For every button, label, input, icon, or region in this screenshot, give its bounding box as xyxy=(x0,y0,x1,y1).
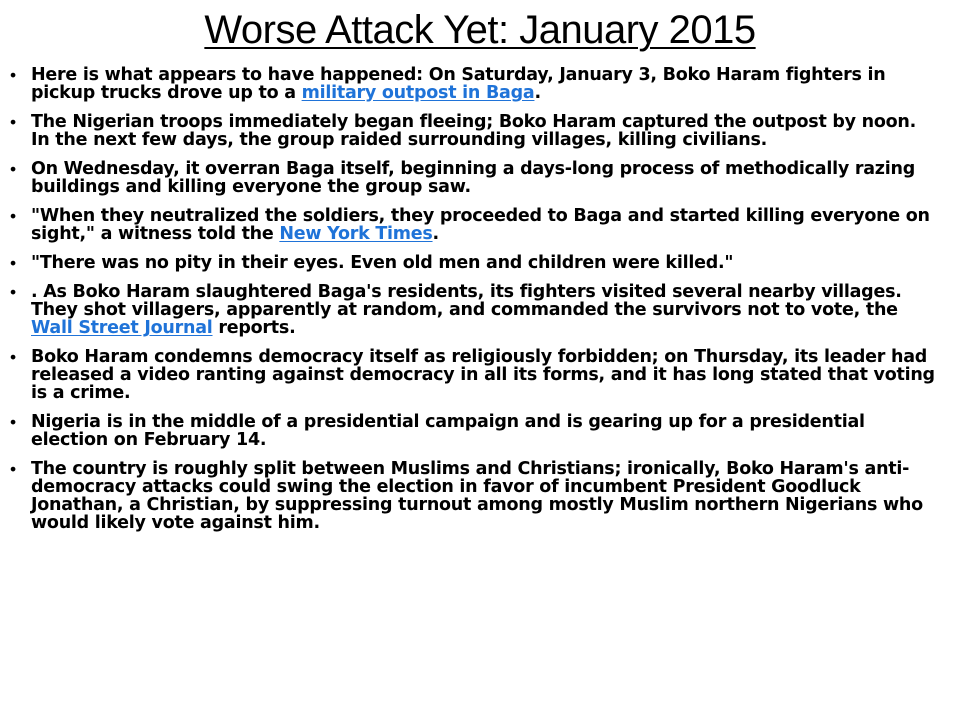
bullet-text: Boko Haram condemns democracy itself as religiously forbidden; on Thursday, its leader had released a video ranting against democracy in all its forms, and it has long stated that voting is a crime. xyxy=(31,347,935,403)
bullet-item xyxy=(10,66,940,102)
bullet-text-end: . xyxy=(534,83,541,103)
bullet-text: On Wednesday, it overran Baga itself, beginning a days-long process of methodically razing buildings and killing everyone the group saw. xyxy=(31,159,915,197)
bullet-text: The country is roughly split between Muslims and Christians; ironically, Boko Haram's anti-democracy attacks could swing the election in favor of incumbent President Goodluck Jonathan, a Christian, by suppressing turnout among mostly Muslim northern Nigerians who would likely vote against him. xyxy=(31,459,923,533)
bullet-item xyxy=(10,348,940,402)
bullet-item xyxy=(10,460,940,532)
bullet-text: Here is what appears to have happened: On Saturday, January 3, Boko Haram fighters in pickup trucks drove up to a xyxy=(31,65,886,103)
bullet-list xyxy=(10,66,940,543)
slide-title: Worse Attack Yet: January 2015 xyxy=(204,8,756,52)
bullet-text: . As Boko Haram slaughtered Baga's residents, its fighters visited several nearby villages. They shot villagers, apparently at random, and commanded the survivors not to vote, the xyxy=(31,282,902,320)
link-military-outpost[interactable]: military outpost in Baga xyxy=(301,83,535,103)
bullet-text-end: reports. xyxy=(212,318,296,338)
link-new-york-times[interactable]: New York Times xyxy=(279,224,433,244)
bullet-item xyxy=(10,254,940,272)
bullet-item xyxy=(10,283,940,337)
bullet-item xyxy=(10,413,940,449)
bullet-text: "There was no pity in their eyes. Even old men and children were killed." xyxy=(31,253,734,273)
bullet-text-end: . xyxy=(432,224,439,244)
bullet-text: The Nigerian troops immediately began fleeing; Boko Haram captured the outpost by noon. In the next few days, the group raided surrounding villages, killing civilians. xyxy=(31,112,917,150)
bullet-item xyxy=(10,207,940,243)
bullet-item xyxy=(10,113,940,149)
bullet-item xyxy=(10,160,940,196)
bullet-text: Nigeria is in the middle of a presidential campaign and is gearing up for a presidential election on February 14. xyxy=(31,412,865,450)
bullet-text: "When they neutralized the soldiers, they proceeded to Baga and started killing everyone on sight," a witness told the xyxy=(31,206,930,244)
link-wall-street-journal[interactable]: Wall Street Journal xyxy=(31,318,213,338)
